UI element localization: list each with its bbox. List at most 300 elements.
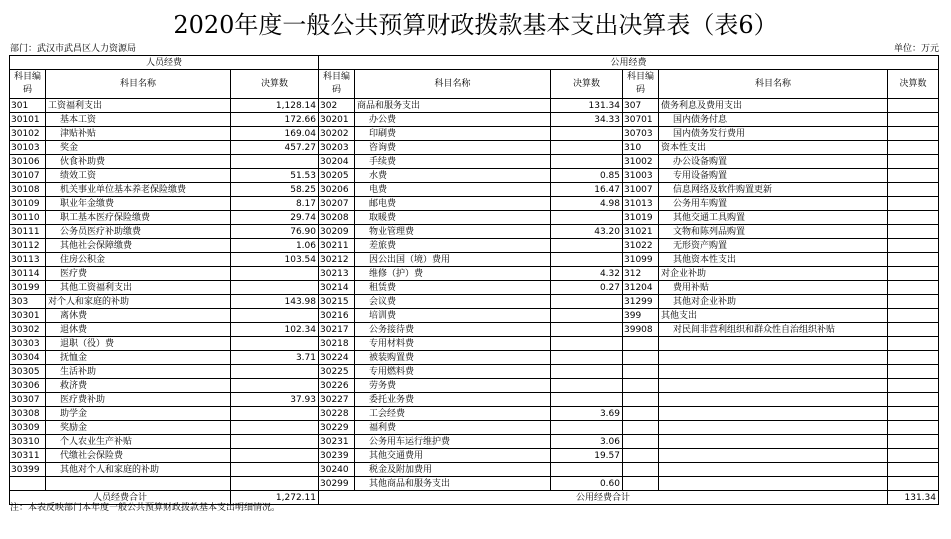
row-code: 30307 [10, 393, 46, 407]
table-row [10, 169, 939, 183]
row-name: 其他交通费用 [355, 449, 551, 463]
row-code [623, 435, 659, 449]
row-code: 30301 [10, 309, 46, 323]
row-name: 工资福利支出 [46, 99, 231, 113]
row-amount [231, 309, 319, 323]
row-amount: 76.90 [231, 225, 319, 239]
unit-label: 单位：万元 [893, 44, 939, 54]
row-code: 312 [623, 267, 659, 281]
row-name: 其他资本性支出 [659, 253, 888, 267]
row-amount [888, 99, 939, 113]
row-code [623, 449, 659, 463]
table-row [10, 141, 939, 155]
row-name: 公务用车购置 [659, 197, 888, 211]
row-amount [888, 463, 939, 477]
table-row [10, 351, 939, 365]
row-code: 30212 [319, 253, 355, 267]
row-code: 30110 [10, 211, 46, 225]
header-name: 科目名称 [659, 70, 888, 99]
row-amount [888, 281, 939, 295]
row-name: 办公设备购置 [659, 155, 888, 169]
personnel-total-value: 1,272.11 [231, 491, 319, 505]
row-code: 31204 [623, 281, 659, 295]
row-code: 30201 [319, 113, 355, 127]
row-name: 电费 [355, 183, 551, 197]
header-code: 科目编码 [10, 70, 46, 99]
row-amount [551, 155, 623, 169]
row-name: 咨询费 [355, 141, 551, 155]
row-name: 医疗费补助 [46, 393, 231, 407]
row-code: 31099 [623, 253, 659, 267]
table-row [10, 267, 939, 281]
row-amount [231, 337, 319, 351]
row-amount: 172.66 [231, 113, 319, 127]
report-title: 2020年度一般公共预算财政拨款基本支出决算表（表6） [173, 11, 778, 39]
row-amount: 0.27 [551, 281, 623, 295]
row-name: 专用燃料费 [355, 365, 551, 379]
row-amount [551, 393, 623, 407]
row-code: 30107 [10, 169, 46, 183]
row-amount [888, 225, 939, 239]
row-name: 生活补助 [46, 365, 231, 379]
row-amount [888, 253, 939, 267]
table-row [10, 183, 939, 197]
row-code: 30308 [10, 407, 46, 421]
row-name [659, 365, 888, 379]
row-amount: 19.57 [551, 449, 623, 463]
table-row [10, 435, 939, 449]
row-code: 31019 [623, 211, 659, 225]
row-amount: 4.32 [551, 267, 623, 281]
row-name: 离休费 [46, 309, 231, 323]
row-amount: 457.27 [231, 141, 319, 155]
row-code: 31022 [623, 239, 659, 253]
row-code: 30215 [319, 295, 355, 309]
row-amount: 43.20 [551, 225, 623, 239]
row-amount: 3.71 [231, 351, 319, 365]
row-amount [888, 407, 939, 421]
row-name: 职工基本医疗保险缴费 [46, 211, 231, 225]
row-amount [888, 155, 939, 169]
row-code: 30302 [10, 323, 46, 337]
table-row [10, 225, 939, 239]
row-name: 商品和服务支出 [355, 99, 551, 113]
header-name: 科目名称 [355, 70, 551, 99]
row-name [659, 477, 888, 491]
row-code: 30101 [10, 113, 46, 127]
row-code [623, 379, 659, 393]
table-row [10, 239, 939, 253]
row-code: 30309 [10, 421, 46, 435]
row-code: 301 [10, 99, 46, 113]
row-name: 国内债务发行费用 [659, 127, 888, 141]
section-personnel: 人员经费 [10, 56, 319, 70]
row-name [659, 421, 888, 435]
row-name: 福利费 [355, 421, 551, 435]
row-name [659, 351, 888, 365]
row-name: 无形资产购置 [659, 239, 888, 253]
row-code: 30204 [319, 155, 355, 169]
row-name: 维修（护）费 [355, 267, 551, 281]
row-name [659, 463, 888, 477]
row-name: 其他商品和服务支出 [355, 477, 551, 491]
header-amount: 决算数 [231, 70, 319, 99]
row-amount [551, 337, 623, 351]
row-code: 30306 [10, 379, 46, 393]
row-amount [888, 323, 939, 337]
row-name: 对个人和家庭的补助 [46, 295, 231, 309]
row-name: 因公出国（境）费用 [355, 253, 551, 267]
table-note: 注：本表反映部门本年度一般公共预算财政拨款基本支出明细情况。 [10, 503, 281, 513]
header-amount: 决算数 [551, 70, 623, 99]
row-amount [551, 379, 623, 393]
row-amount [231, 421, 319, 435]
row-code: 30214 [319, 281, 355, 295]
row-amount: 16.47 [551, 183, 623, 197]
table-row [10, 463, 939, 477]
row-code: 30207 [319, 197, 355, 211]
header-code: 科目编码 [319, 70, 355, 99]
row-name: 抚恤金 [46, 351, 231, 365]
row-code: 30202 [319, 127, 355, 141]
row-code: 30240 [319, 463, 355, 477]
row-name: 奖励金 [46, 421, 231, 435]
row-code: 31021 [623, 225, 659, 239]
row-amount [888, 351, 939, 365]
row-code: 31299 [623, 295, 659, 309]
row-name: 工会经费 [355, 407, 551, 421]
table-row [10, 281, 939, 295]
row-name: 专用设备购置 [659, 169, 888, 183]
row-code: 30102 [10, 127, 46, 141]
row-amount [231, 155, 319, 169]
row-name: 其他对企业补助 [659, 295, 888, 309]
row-name [659, 435, 888, 449]
row-code: 30225 [319, 365, 355, 379]
row-code: 30228 [319, 407, 355, 421]
row-name [659, 337, 888, 351]
row-amount [231, 379, 319, 393]
row-name: 对企业补助 [659, 267, 888, 281]
row-code: 30703 [623, 127, 659, 141]
row-code: 30199 [10, 281, 46, 295]
row-name: 退休费 [46, 323, 231, 337]
row-code: 30205 [319, 169, 355, 183]
row-code [623, 421, 659, 435]
row-amount [231, 365, 319, 379]
row-name: 机关事业单位基本养老保险缴费 [46, 183, 231, 197]
row-amount: 3.69 [551, 407, 623, 421]
section-public: 公用经费 [319, 56, 939, 70]
row-code: 30227 [319, 393, 355, 407]
row-name: 委托业务费 [355, 393, 551, 407]
row-amount: 131.34 [551, 99, 623, 113]
row-amount: 1,128.14 [231, 99, 319, 113]
row-name: 信息网络及软件购置更新 [659, 183, 888, 197]
row-amount [551, 309, 623, 323]
row-amount [231, 407, 319, 421]
row-code: 30239 [319, 449, 355, 463]
row-code [623, 477, 659, 491]
row-name [659, 449, 888, 463]
row-code: 302 [319, 99, 355, 113]
row-amount [231, 281, 319, 295]
row-code: 30111 [10, 225, 46, 239]
row-code: 30208 [319, 211, 355, 225]
table-row [10, 407, 939, 421]
row-code: 30108 [10, 183, 46, 197]
row-name: 奖金 [46, 141, 231, 155]
row-name: 国内债务付息 [659, 113, 888, 127]
row-amount: 4.98 [551, 197, 623, 211]
row-amount [551, 365, 623, 379]
row-name: 津贴补贴 [46, 127, 231, 141]
row-code: 30299 [319, 477, 355, 491]
row-code: 30218 [319, 337, 355, 351]
personnel-total-label: 人员经费合计 [10, 491, 231, 505]
row-amount [231, 463, 319, 477]
row-code: 30231 [319, 435, 355, 449]
row-amount [888, 183, 939, 197]
row-amount: 34.33 [551, 113, 623, 127]
header-code: 科目编码 [623, 70, 659, 99]
row-name: 手续费 [355, 155, 551, 169]
row-amount [231, 267, 319, 281]
row-code: 30216 [319, 309, 355, 323]
row-code: 30112 [10, 239, 46, 253]
row-name: 会议费 [355, 295, 551, 309]
row-name: 被装购置费 [355, 351, 551, 365]
row-amount [888, 295, 939, 309]
row-amount [551, 239, 623, 253]
row-name: 公务员医疗补助缴费 [46, 225, 231, 239]
row-name: 物业管理费 [355, 225, 551, 239]
row-name: 医疗费 [46, 267, 231, 281]
row-name: 职业年金缴费 [46, 197, 231, 211]
row-code: 30113 [10, 253, 46, 267]
table-row [10, 323, 939, 337]
row-amount [888, 113, 939, 127]
header-name: 科目名称 [46, 70, 231, 99]
table-row [10, 309, 939, 323]
row-name: 差旅费 [355, 239, 551, 253]
row-name: 取暖费 [355, 211, 551, 225]
row-name: 债务利息及费用支出 [659, 99, 888, 113]
row-amount [888, 337, 939, 351]
row-code [623, 337, 659, 351]
row-amount [888, 169, 939, 183]
row-amount [888, 239, 939, 253]
row-code: 30209 [319, 225, 355, 239]
row-name: 专用材料费 [355, 337, 551, 351]
row-code: 30311 [10, 449, 46, 463]
row-amount [888, 379, 939, 393]
row-amount [551, 127, 623, 141]
table-row [10, 253, 939, 267]
row-amount [888, 449, 939, 463]
table-row [10, 197, 939, 211]
row-name: 税金及附加费用 [355, 463, 551, 477]
row-name: 其他社会保障缴费 [46, 239, 231, 253]
row-name: 其他对个人和家庭的补助 [46, 463, 231, 477]
row-name: 住房公积金 [46, 253, 231, 267]
row-name: 资本性支出 [659, 141, 888, 155]
table-row [10, 99, 939, 113]
row-amount [888, 477, 939, 491]
row-amount [551, 323, 623, 337]
row-name: 费用补贴 [659, 281, 888, 295]
row-amount [551, 351, 623, 365]
row-name: 其他工资福利支出 [46, 281, 231, 295]
row-name: 邮电费 [355, 197, 551, 211]
row-name: 个人农业生产补贴 [46, 435, 231, 449]
row-name: 伙食补助费 [46, 155, 231, 169]
row-code [10, 477, 46, 491]
table-row [10, 393, 939, 407]
public-total-value: 131.34 [888, 491, 939, 505]
row-amount [551, 421, 623, 435]
row-code: 303 [10, 295, 46, 309]
row-code [623, 351, 659, 365]
row-name: 办公费 [355, 113, 551, 127]
row-code: 30303 [10, 337, 46, 351]
row-name: 公务接待费 [355, 323, 551, 337]
row-code: 31002 [623, 155, 659, 169]
row-amount [551, 253, 623, 267]
row-amount [551, 141, 623, 155]
row-code: 30211 [319, 239, 355, 253]
row-amount: 3.06 [551, 435, 623, 449]
row-name: 绩效工资 [46, 169, 231, 183]
row-name [659, 379, 888, 393]
row-name: 助学金 [46, 407, 231, 421]
row-code: 30310 [10, 435, 46, 449]
row-code: 310 [623, 141, 659, 155]
row-code: 30224 [319, 351, 355, 365]
row-code: 30213 [319, 267, 355, 281]
row-amount: 51.53 [231, 169, 319, 183]
row-amount: 0.60 [551, 477, 623, 491]
row-code [623, 365, 659, 379]
table-row [10, 337, 939, 351]
table-row [10, 365, 939, 379]
row-name: 其他支出 [659, 309, 888, 323]
table-row [10, 449, 939, 463]
row-name: 培训费 [355, 309, 551, 323]
row-amount [888, 197, 939, 211]
row-name: 文物和陈列品购置 [659, 225, 888, 239]
row-name: 劳务费 [355, 379, 551, 393]
row-code: 30206 [319, 183, 355, 197]
row-amount: 1.06 [231, 239, 319, 253]
row-code: 30399 [10, 463, 46, 477]
row-code: 31013 [623, 197, 659, 211]
row-code: 30229 [319, 421, 355, 435]
row-name: 基本工资 [46, 113, 231, 127]
row-amount: 37.93 [231, 393, 319, 407]
table-row [10, 113, 939, 127]
row-amount [551, 295, 623, 309]
row-name: 代缴社会保险费 [46, 449, 231, 463]
row-amount [888, 365, 939, 379]
row-code [623, 407, 659, 421]
table-row [10, 155, 939, 169]
row-amount [888, 309, 939, 323]
row-code: 30114 [10, 267, 46, 281]
row-name: 其他交通工具购置 [659, 211, 888, 225]
row-name: 救济费 [46, 379, 231, 393]
row-amount [888, 127, 939, 141]
table-row [10, 127, 939, 141]
row-code: 30109 [10, 197, 46, 211]
row-name: 公务用车运行维护费 [355, 435, 551, 449]
department-label: 部门：武汉市武昌区人力资源局 [10, 44, 137, 54]
row-name [659, 393, 888, 407]
row-code [623, 393, 659, 407]
row-amount [888, 211, 939, 225]
row-name: 对民间非营利组织和群众性自治组织补贴 [659, 323, 888, 337]
row-amount: 8.17 [231, 197, 319, 211]
table-row [10, 211, 939, 225]
row-amount [551, 211, 623, 225]
row-code: 39908 [623, 323, 659, 337]
row-code: 30106 [10, 155, 46, 169]
public-total-label: 公用经费合计 [319, 491, 888, 505]
expenditure-table [9, 55, 939, 505]
row-code: 30103 [10, 141, 46, 155]
row-amount: 29.74 [231, 211, 319, 225]
row-amount [888, 267, 939, 281]
row-name: 水费 [355, 169, 551, 183]
row-code: 30305 [10, 365, 46, 379]
row-code [623, 463, 659, 477]
row-amount [888, 435, 939, 449]
row-name: 退职（役）费 [46, 337, 231, 351]
table-row [10, 295, 939, 309]
row-code: 31007 [623, 183, 659, 197]
row-amount: 103.54 [231, 253, 319, 267]
row-code: 30203 [319, 141, 355, 155]
row-code: 30226 [319, 379, 355, 393]
row-name: 印刷费 [355, 127, 551, 141]
row-name [46, 477, 231, 491]
row-code: 30217 [319, 323, 355, 337]
row-code: 399 [623, 309, 659, 323]
row-amount: 0.85 [551, 169, 623, 183]
row-amount [231, 477, 319, 491]
row-amount [888, 421, 939, 435]
header-amount: 决算数 [888, 70, 939, 99]
row-amount [231, 435, 319, 449]
row-amount [888, 393, 939, 407]
row-code: 30304 [10, 351, 46, 365]
table-row [10, 477, 939, 491]
row-amount [551, 463, 623, 477]
row-code: 30701 [623, 113, 659, 127]
row-code: 307 [623, 99, 659, 113]
row-amount: 169.04 [231, 127, 319, 141]
row-amount [888, 141, 939, 155]
table-row [10, 379, 939, 393]
table-body [10, 99, 939, 491]
row-amount [231, 449, 319, 463]
row-amount: 143.98 [231, 295, 319, 309]
row-code: 31003 [623, 169, 659, 183]
row-amount: 58.25 [231, 183, 319, 197]
row-name: 租赁费 [355, 281, 551, 295]
row-amount: 102.34 [231, 323, 319, 337]
row-name [659, 407, 888, 421]
